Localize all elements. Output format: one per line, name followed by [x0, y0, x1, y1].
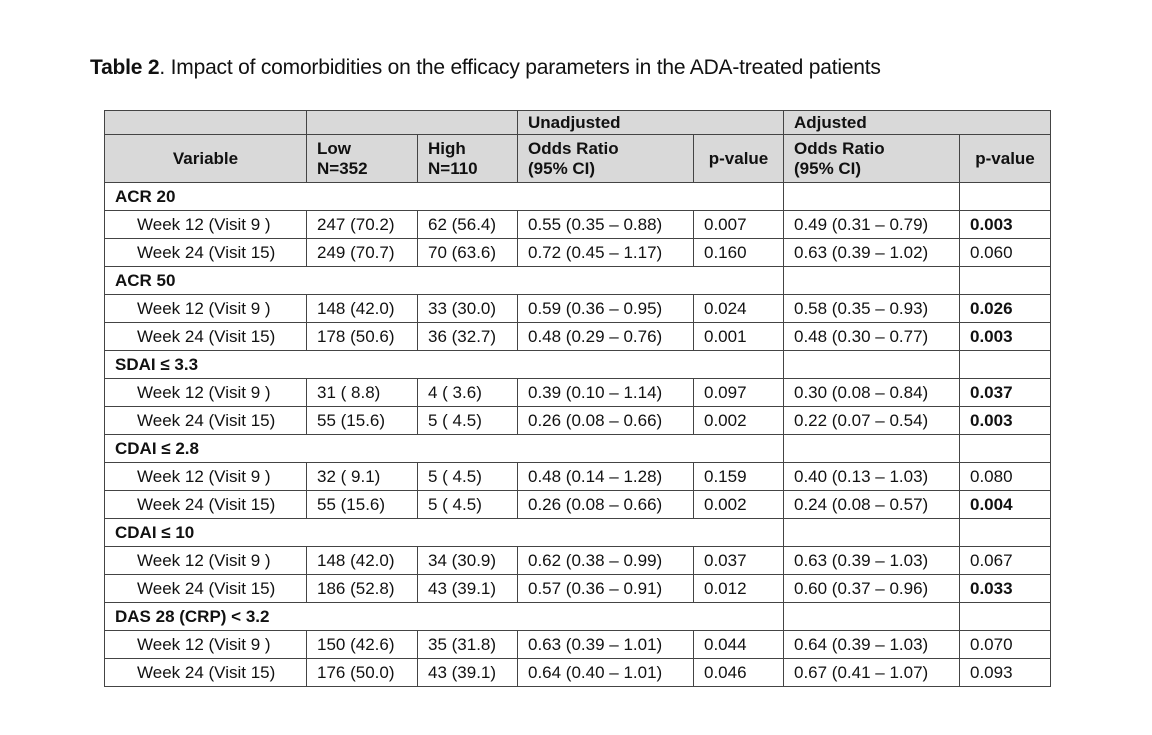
odds-ratio-value: 0.62 (0.38 – 0.99): [518, 547, 694, 575]
adjusted-pvalue-value: 0.033: [960, 575, 1051, 603]
header-low: [307, 135, 418, 183]
table-row: [105, 463, 1051, 491]
low-value: 150 (42.6): [307, 631, 418, 659]
header-high-line1: High: [428, 138, 466, 158]
low-value: 31 ( 8.8): [307, 379, 418, 407]
odds-ratio-value: 0.59 (0.36 – 0.95): [518, 295, 694, 323]
adjusted-odds-ratio-value: 0.22 (0.07 – 0.54): [784, 407, 960, 435]
empty-cell: [960, 267, 1051, 295]
group-row: [105, 267, 1051, 295]
pvalue-value: 0.024: [694, 295, 784, 323]
header-high-line2: N=110: [428, 158, 478, 178]
header-low-line1: Low: [317, 138, 351, 158]
empty-cell: [784, 183, 960, 211]
header-empty-cell: [307, 111, 518, 135]
table-row: [105, 659, 1051, 687]
pvalue-value: 0.159: [694, 463, 784, 491]
empty-cell: [784, 351, 960, 379]
row-label: Week 24 (Visit 15): [105, 407, 307, 435]
adjusted-odds-ratio-value: 0.63 (0.39 – 1.03): [784, 547, 960, 575]
table-caption: [90, 56, 881, 80]
table-row: [105, 631, 1051, 659]
high-value: 43 (39.1): [418, 659, 518, 687]
high-value: 5 ( 4.5): [418, 463, 518, 491]
pvalue-value: 0.044: [694, 631, 784, 659]
adjusted-pvalue-value: 0.003: [960, 211, 1051, 239]
empty-cell: [960, 183, 1051, 211]
odds-ratio-value: 0.72 (0.45 – 1.17): [518, 239, 694, 267]
pvalue-value: 0.001: [694, 323, 784, 351]
high-value: 5 ( 4.5): [418, 491, 518, 519]
row-label: Week 12 (Visit 9 ): [105, 547, 307, 575]
group-label: CDAI ≤ 2.8: [105, 435, 784, 463]
row-label: Week 12 (Visit 9 ): [105, 379, 307, 407]
adjusted-odds-ratio-value: 0.40 (0.13 – 1.03): [784, 463, 960, 491]
pvalue-value: 0.037: [694, 547, 784, 575]
empty-cell: [784, 603, 960, 631]
low-value: 249 (70.7): [307, 239, 418, 267]
table-row: [105, 323, 1051, 351]
adjusted-pvalue-value: 0.080: [960, 463, 1051, 491]
adjusted-pvalue-value: 0.003: [960, 323, 1051, 351]
header-low-line2: N=352: [317, 158, 368, 178]
header-odds-ratio-line2: (95% CI): [528, 158, 596, 178]
adjusted-odds-ratio-value: 0.63 (0.39 – 1.02): [784, 239, 960, 267]
table-row: [105, 407, 1051, 435]
low-value: 148 (42.0): [307, 547, 418, 575]
group-label: DAS 28 (CRP) < 3.2: [105, 603, 784, 631]
table-caption-label: Table 2: [90, 56, 160, 79]
odds-ratio-value: 0.26 (0.08 – 0.66): [518, 491, 694, 519]
low-value: 55 (15.6): [307, 491, 418, 519]
high-value: 70 (63.6): [418, 239, 518, 267]
row-label: Week 12 (Visit 9 ): [105, 631, 307, 659]
odds-ratio-value: 0.39 (0.10 – 1.14): [518, 379, 694, 407]
group-row: [105, 351, 1051, 379]
header-adjusted: Adjusted: [784, 111, 1051, 135]
pvalue-value: 0.160: [694, 239, 784, 267]
group-label: ACR 50: [105, 267, 784, 295]
header-adjusted-odds-ratio-line1: Odds Ratio: [794, 138, 885, 158]
odds-ratio-value: 0.63 (0.39 – 1.01): [518, 631, 694, 659]
odds-ratio-value: 0.64 (0.40 – 1.01): [518, 659, 694, 687]
high-value: 4 ( 3.6): [418, 379, 518, 407]
adjusted-pvalue-value: 0.037: [960, 379, 1051, 407]
adjusted-pvalue-value: 0.003: [960, 407, 1051, 435]
table-row: [105, 379, 1051, 407]
odds-ratio-value: 0.57 (0.36 – 0.91): [518, 575, 694, 603]
low-value: 178 (50.6): [307, 323, 418, 351]
row-label: Week 12 (Visit 9 ): [105, 463, 307, 491]
adjusted-pvalue-value: 0.026: [960, 295, 1051, 323]
high-value: 35 (31.8): [418, 631, 518, 659]
table-row: [105, 575, 1051, 603]
pvalue-value: 0.002: [694, 491, 784, 519]
adjusted-odds-ratio-value: 0.24 (0.08 – 0.57): [784, 491, 960, 519]
empty-cell: [784, 267, 960, 295]
empty-cell: [960, 603, 1051, 631]
adjusted-odds-ratio-value: 0.60 (0.37 – 0.96): [784, 575, 960, 603]
row-label: Week 12 (Visit 9 ): [105, 295, 307, 323]
adjusted-pvalue-value: 0.067: [960, 547, 1051, 575]
group-row: [105, 603, 1051, 631]
header-unadjusted: Unadjusted: [518, 111, 784, 135]
adjusted-pvalue-value: 0.004: [960, 491, 1051, 519]
pvalue-value: 0.097: [694, 379, 784, 407]
pvalue-value: 0.007: [694, 211, 784, 239]
adjusted-odds-ratio-value: 0.30 (0.08 – 0.84): [784, 379, 960, 407]
table-row: [105, 547, 1051, 575]
table-row: [105, 491, 1051, 519]
header-high: [418, 135, 518, 183]
low-value: 148 (42.0): [307, 295, 418, 323]
adjusted-odds-ratio-value: 0.67 (0.41 – 1.07): [784, 659, 960, 687]
row-label: Week 24 (Visit 15): [105, 659, 307, 687]
group-row: [105, 519, 1051, 547]
adjusted-odds-ratio-value: 0.49 (0.31 – 0.79): [784, 211, 960, 239]
low-value: 176 (50.0): [307, 659, 418, 687]
high-value: 33 (30.0): [418, 295, 518, 323]
empty-cell: [960, 351, 1051, 379]
efficacy-table: [104, 110, 1051, 687]
header-adjusted-pvalue: p-value: [960, 135, 1051, 183]
header-odds-ratio-line1: Odds Ratio: [528, 138, 619, 158]
header-odds-ratio: [518, 135, 694, 183]
table-row: [105, 295, 1051, 323]
table-row: [105, 239, 1051, 267]
group-label: SDAI ≤ 3.3: [105, 351, 784, 379]
pvalue-value: 0.046: [694, 659, 784, 687]
adjusted-odds-ratio-value: 0.48 (0.30 – 0.77): [784, 323, 960, 351]
empty-cell: [960, 519, 1051, 547]
empty-cell: [784, 435, 960, 463]
adjusted-pvalue-value: 0.070: [960, 631, 1051, 659]
odds-ratio-value: 0.26 (0.08 – 0.66): [518, 407, 694, 435]
table-caption-text: . Impact of comorbidities on the efficacy parameters in the ADA-treated patients: [159, 56, 881, 79]
low-value: 55 (15.6): [307, 407, 418, 435]
odds-ratio-value: 0.55 (0.35 – 0.88): [518, 211, 694, 239]
pvalue-value: 0.012: [694, 575, 784, 603]
row-label: Week 12 (Visit 9 ): [105, 211, 307, 239]
adjusted-pvalue-value: 0.060: [960, 239, 1051, 267]
high-value: 36 (32.7): [418, 323, 518, 351]
low-value: 32 ( 9.1): [307, 463, 418, 491]
high-value: 62 (56.4): [418, 211, 518, 239]
group-row: [105, 435, 1051, 463]
header-row-columns: [105, 135, 1051, 183]
header-pvalue: p-value: [694, 135, 784, 183]
odds-ratio-value: 0.48 (0.14 – 1.28): [518, 463, 694, 491]
header-variable: Variable: [105, 135, 307, 183]
adjusted-pvalue-value: 0.093: [960, 659, 1051, 687]
group-label: ACR 20: [105, 183, 784, 211]
high-value: 5 ( 4.5): [418, 407, 518, 435]
low-value: 186 (52.8): [307, 575, 418, 603]
header-row-groups: [105, 111, 1051, 135]
row-label: Week 24 (Visit 15): [105, 323, 307, 351]
pvalue-value: 0.002: [694, 407, 784, 435]
group-label: CDAI ≤ 10: [105, 519, 784, 547]
empty-cell: [784, 519, 960, 547]
header-adjusted-odds-ratio: [784, 135, 960, 183]
high-value: 43 (39.1): [418, 575, 518, 603]
row-label: Week 24 (Visit 15): [105, 239, 307, 267]
header-empty-cell: [105, 111, 307, 135]
adjusted-odds-ratio-value: 0.58 (0.35 – 0.93): [784, 295, 960, 323]
table-row: [105, 211, 1051, 239]
high-value: 34 (30.9): [418, 547, 518, 575]
row-label: Week 24 (Visit 15): [105, 575, 307, 603]
low-value: 247 (70.2): [307, 211, 418, 239]
group-row: [105, 183, 1051, 211]
header-adjusted-odds-ratio-line2: (95% CI): [794, 158, 862, 178]
adjusted-odds-ratio-value: 0.64 (0.39 – 1.03): [784, 631, 960, 659]
empty-cell: [960, 435, 1051, 463]
odds-ratio-value: 0.48 (0.29 – 0.76): [518, 323, 694, 351]
row-label: Week 24 (Visit 15): [105, 491, 307, 519]
